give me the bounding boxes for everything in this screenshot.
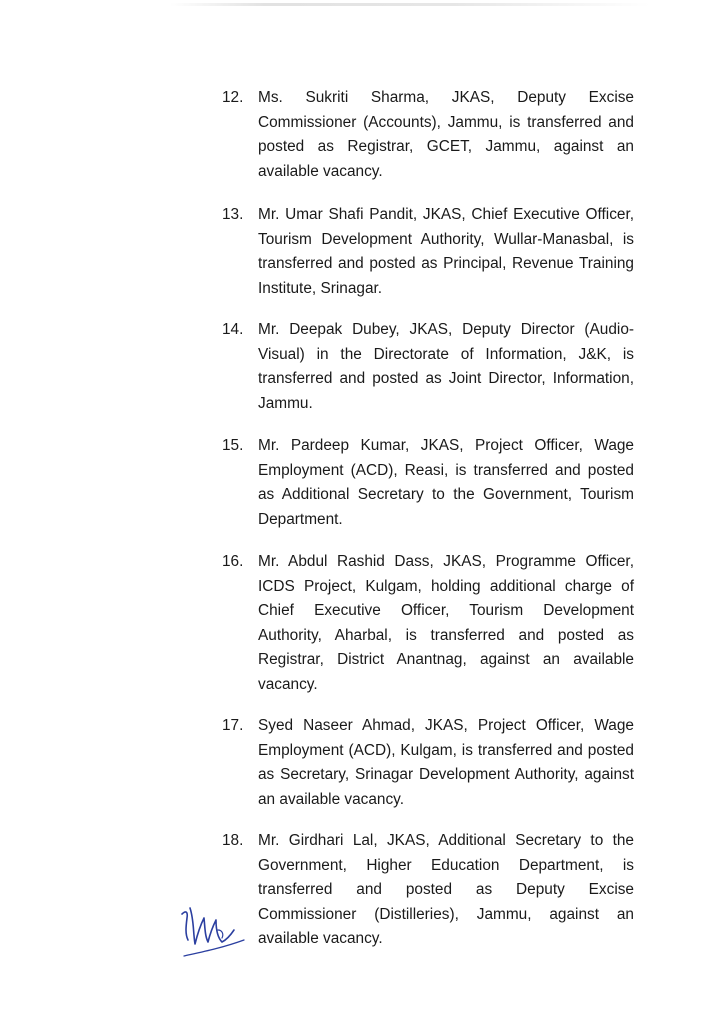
order-item-14	[222, 318, 634, 416]
item-number: 18.	[222, 832, 244, 849]
handwritten-signature	[178, 900, 248, 960]
item-number: 14.	[222, 321, 244, 338]
item-text: Syed Naseer Ahmad, JKAS, Project Officer, Wage Employment (ACD), Kulgam, is transferred and posted as Secretary, Srinagar Development Authority, against an available vacancy.	[258, 717, 634, 808]
item-number: 13.	[222, 206, 244, 223]
order-item-16	[222, 550, 634, 698]
item-number: 12.	[222, 89, 244, 106]
item-text: Mr. Pardeep Kumar, JKAS, Project Officer, Wage Employment (ACD), Reasi, is transferred and posted as Additional Secretary to the Government, Tourism Department.	[258, 437, 634, 528]
order-item-12	[222, 86, 634, 184]
item-number: 17.	[222, 717, 244, 734]
order-item-17	[222, 714, 634, 812]
item-text: Ms. Sukriti Sharma, JKAS, Deputy Excise Commissioner (Accounts), Jammu, is transferred and posted as Registrar, GCET, Jammu, against an available vacancy.	[258, 89, 634, 180]
scan-artifact	[170, 3, 650, 6]
item-number: 16.	[222, 553, 244, 570]
signature-icon	[178, 900, 248, 960]
item-text: Mr. Umar Shafi Pandit, JKAS, Chief Executive Officer, Tourism Development Authority, Wullar-Manasbal, is transferred and posted as Principal, Revenue Training Institute, Srinagar.	[258, 206, 634, 297]
order-item-15	[222, 434, 634, 532]
order-item-13	[222, 203, 634, 301]
item-text: Mr. Girdhari Lal, JKAS, Additional Secretary to the Government, Higher Education Department, is transferred and posted as Deputy Excise Commissioner (Distilleries), Jammu, against an available vacancy.	[258, 832, 634, 948]
item-number: 15.	[222, 437, 244, 454]
order-item-18	[222, 829, 634, 952]
item-text: Mr. Abdul Rashid Dass, JKAS, Programme Officer, ICDS Project, Kulgam, holding additional charge of Chief Executive Officer, Tourism Development Authority, Aharbal, is transferred and posted as Registrar, District Anantnag, against an available vacancy.	[258, 553, 634, 693]
item-text: Mr. Deepak Dubey, JKAS, Deputy Director (Audio-Visual) in the Directorate of Information, J&K, is transferred and posted as Joint Director, Information, Jammu.	[258, 321, 634, 412]
